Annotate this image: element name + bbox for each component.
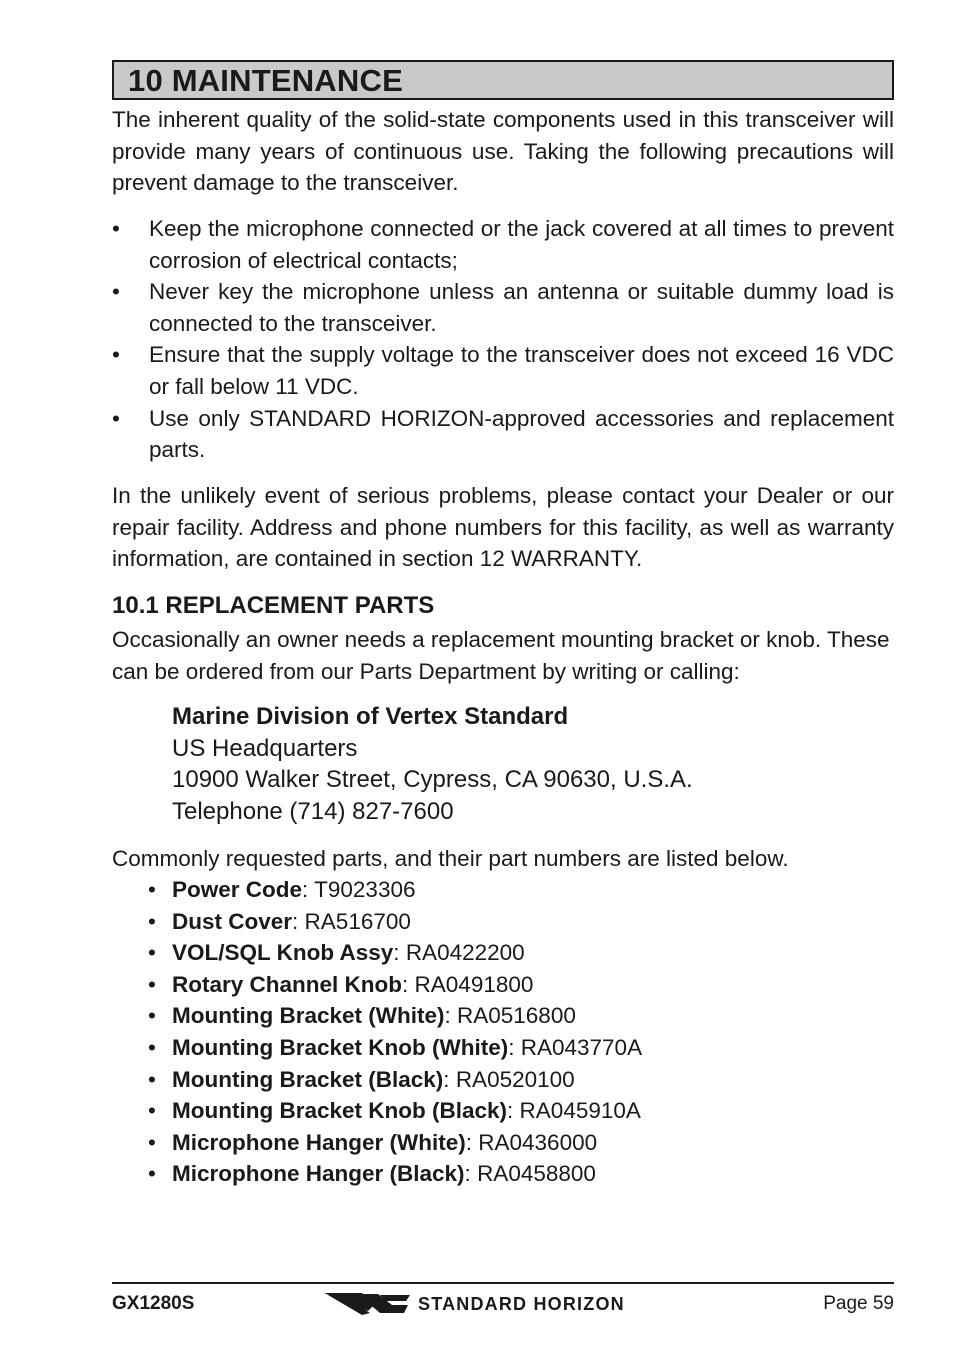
part-name: Mounting Bracket (Black): [172, 1066, 444, 1092]
part-name: Dust Cover: [172, 908, 293, 934]
precautions-list: [112, 213, 894, 466]
part-item: • Mounting Bracket (Black): RA0520100: [148, 1064, 642, 1096]
part-number: RA516700: [304, 908, 411, 934]
bullet: •: [148, 940, 156, 966]
address-street: 10900 Walker Street, Cypress, CA 90630, U.S.A.: [172, 766, 693, 794]
bullet: •: [112, 342, 120, 368]
part-number: RA043770A: [520, 1034, 643, 1060]
part-item: • Mounting Bracket (White): RA0516800: [148, 1000, 642, 1032]
bullet: •: [148, 877, 156, 902]
part-item: • Microphone Hanger (White): RA0436000: [148, 1127, 642, 1159]
part-name: Power Code: [172, 877, 303, 902]
bullet: •: [148, 1098, 156, 1124]
page-number: Page 59: [823, 1293, 894, 1314]
bullet: •: [148, 1129, 156, 1155]
precaution-text: Keep the microphone connected or the jack covered at all times to prevent corrosion of electrical contacts;: [149, 216, 894, 273]
part-item: • Mounting Bracket Knob (White): RA043770A: [148, 1032, 642, 1064]
precaution-item: [112, 339, 894, 402]
bullet: •: [148, 1161, 156, 1187]
footer-model: GX1280S: [112, 1293, 195, 1314]
part-name: Mounting Bracket Knob (White): [172, 1034, 509, 1060]
address-phone: Telephone (714) 827-7600: [172, 798, 454, 826]
bullet: •: [112, 216, 120, 241]
bullet: •: [148, 1003, 156, 1029]
replacement-intro: Occasionally an owner needs a replacement mounting bracket or knob. These can be ordered from our Parts Department by writing or calling:: [112, 627, 890, 684]
part-number: RA0491800: [414, 971, 534, 997]
part-item: • Rotary Channel Knob: RA0491800: [148, 969, 642, 1001]
part-number: RA0436000: [478, 1129, 598, 1155]
parts-list: [148, 874, 642, 1190]
part-number: RA0516800: [457, 1003, 576, 1029]
footer-divider: [112, 1282, 894, 1284]
parts-intro: Commonly requested parts, and their part numbers are listed below.: [112, 846, 789, 871]
part-number: RA045910A: [519, 1098, 641, 1124]
bullet: •: [112, 405, 120, 431]
precaution-item: [112, 276, 894, 339]
bullet: •: [148, 1034, 156, 1060]
bullet: •: [148, 971, 156, 997]
precaution-item: [112, 213, 894, 276]
part-name: Microphone Hanger (White): [172, 1129, 466, 1155]
address-company: Marine Division of Vertex Standard: [172, 703, 569, 730]
subsection-title: 10.1 REPLACEMENT PARTS: [112, 592, 435, 619]
section-title: 10 MAINTENANCE: [128, 63, 403, 98]
bullet: •: [148, 908, 156, 934]
part-name: VOL/SQL Knob Assy: [172, 940, 394, 966]
part-number: RA0422200: [405, 940, 525, 966]
part-item: • VOL/SQL Knob Assy: RA0422200: [148, 937, 642, 969]
address-office: US Headquarters: [172, 734, 358, 762]
precaution-text: Never key the microphone unless an antenna or suitable dummy load is connected to the transceiver.: [149, 279, 894, 336]
contact-paragraph: In the unlikely event of serious problems, please contact your Dealer or our repair facility. Address and phone numbers for this facility, as well as warranty information, are contained in section 12 WARRANTY.: [112, 483, 894, 572]
part-item: • Mounting Bracket Knob (Black): RA045910A: [148, 1095, 642, 1127]
part-name: Microphone Hanger (Black): [172, 1161, 465, 1187]
part-name: Mounting Bracket (White): [172, 1003, 445, 1029]
precaution-item: [112, 403, 894, 466]
part-name: Rotary Channel Knob: [172, 971, 403, 997]
intro-paragraph: The inherent quality of the solid-state components used in this transceiver will provide many years of continuous use. Taking the following precautions will prevent damage to the transceiver.: [112, 107, 894, 196]
part-number: T9023306: [314, 877, 416, 902]
precaution-text: Use only STANDARD HORIZON-approved accessories and replacement parts.: [149, 405, 894, 463]
part-number: RA0520100: [455, 1066, 575, 1092]
part-name: Mounting Bracket Knob (Black): [172, 1098, 508, 1124]
address-block: [172, 701, 693, 828]
part-number: RA0458800: [477, 1161, 596, 1187]
bullet: •: [148, 1066, 156, 1092]
brand-name: STANDARD HORIZON: [418, 1294, 625, 1314]
section-header: [112, 60, 894, 100]
bullet: •: [112, 279, 120, 305]
part-item: • Microphone Hanger (Black): RA0458800: [148, 1158, 642, 1190]
precaution-text: Ensure that the supply voltage to the transceiver does not exceed 16 VDC or fall below 11 VDC.: [149, 342, 894, 399]
part-item: • Power Code: T9023306: [148, 874, 642, 906]
part-item: • Dust Cover: RA516700: [148, 906, 642, 938]
brand-swoosh-icon: [322, 1291, 412, 1317]
